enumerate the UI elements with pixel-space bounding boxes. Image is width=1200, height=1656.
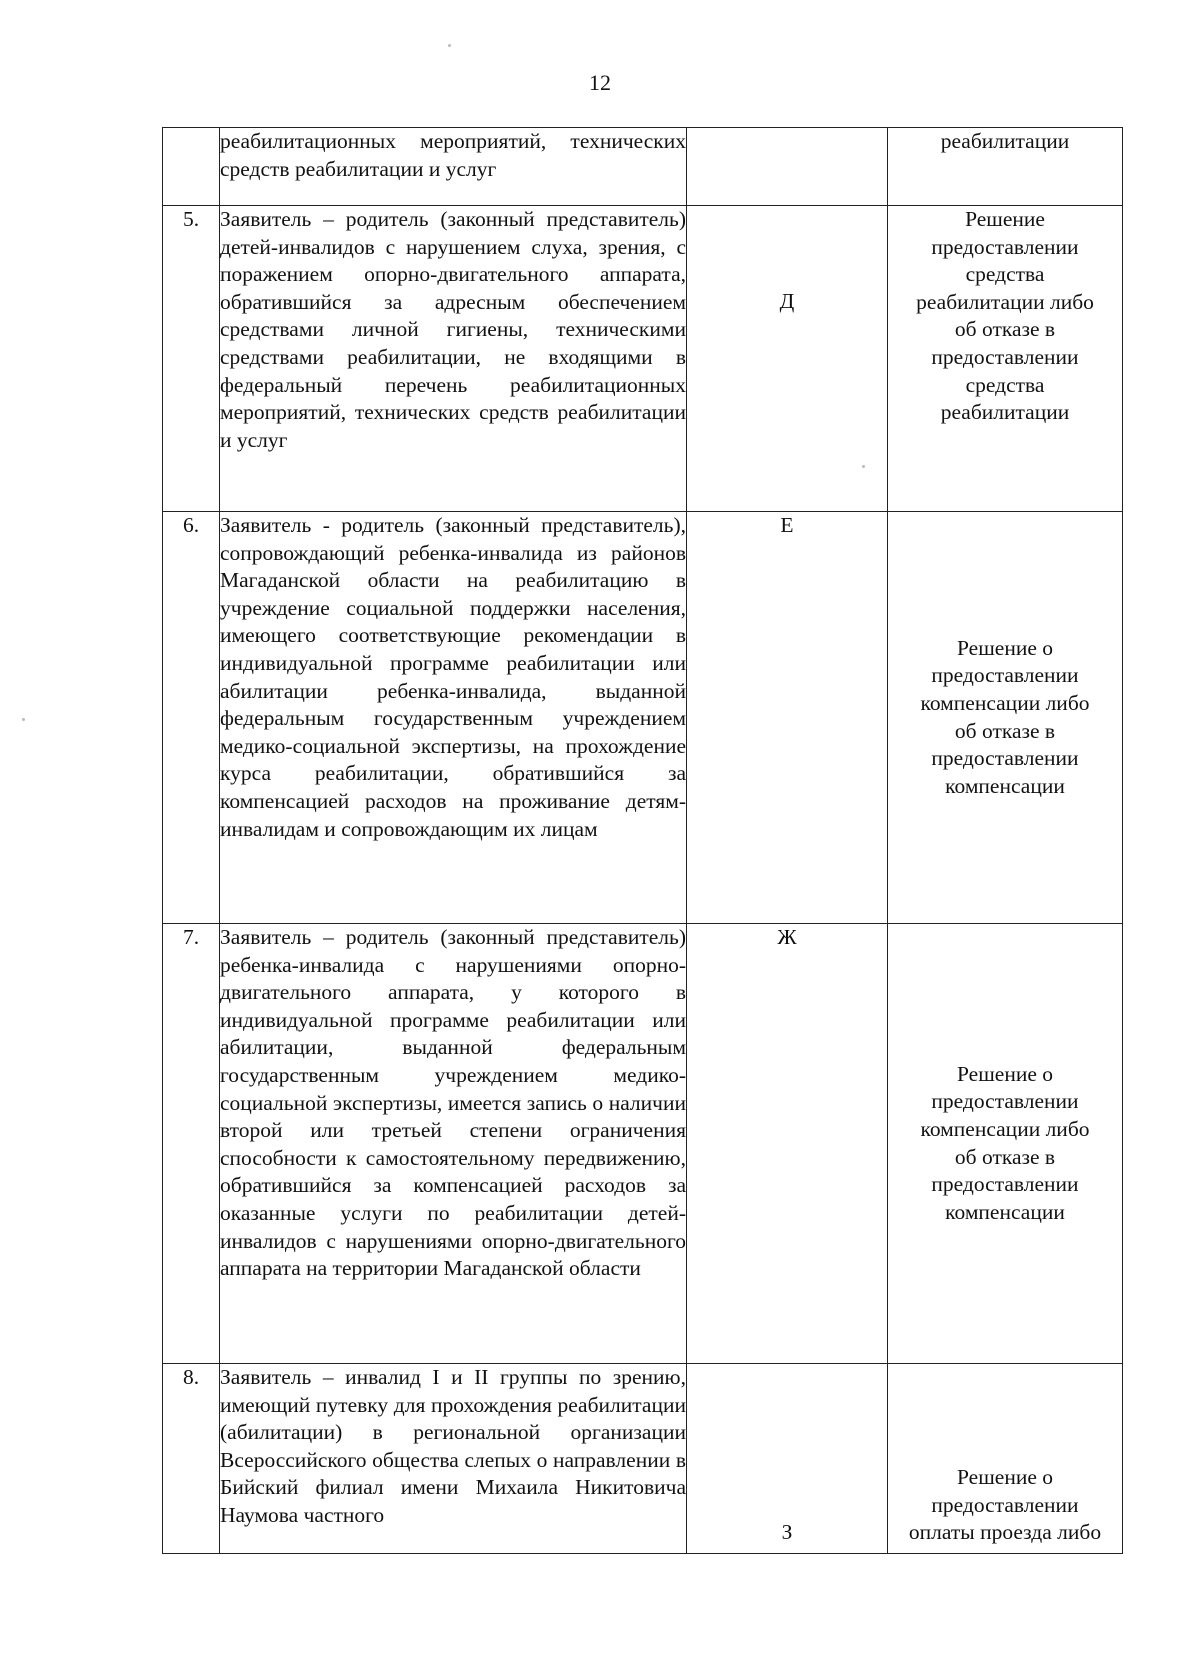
row-code: Ж	[687, 924, 888, 1364]
result-line: компенсации	[945, 1199, 1065, 1224]
result-line: компенсации	[945, 773, 1065, 798]
scan-speck	[448, 44, 451, 47]
result-line: предоставлении	[931, 234, 1079, 259]
result-line: предоставлении	[931, 1089, 1079, 1114]
row-result	[888, 512, 1123, 924]
row-result	[888, 128, 1123, 206]
row-result	[888, 1364, 1123, 1554]
result-line: об отказе в	[954, 718, 1056, 743]
result-line: предоставлении	[931, 746, 1079, 771]
result-line: предоставлении	[931, 1172, 1079, 1197]
result-line: оплаты проезда либо	[908, 1520, 1102, 1545]
row-result	[888, 206, 1123, 512]
table-row	[163, 128, 1123, 206]
result-line: средства	[965, 372, 1045, 397]
result-line: реабилитации либо	[916, 289, 1094, 314]
row-number	[163, 128, 220, 206]
row-description: реабилитационных мероприятий, технических средств реабилитации и услуг	[220, 128, 687, 206]
result-line: предоставлении	[931, 663, 1079, 688]
scan-speck	[22, 718, 25, 721]
result-line: Решение о	[957, 1061, 1053, 1086]
row-result	[888, 924, 1123, 1364]
result-line: реабилитации	[940, 400, 1070, 425]
row-number: 6.	[163, 512, 220, 924]
row-description: Заявитель – родитель (законный представитель) ребенка-инвалида с нарушениями опорно-двигательного аппарата, у которого в индивидуальной программе реабилитации или абилитации, выданной федеральным государственным учреждением медико-социальной экспертизы, имеется запись о наличии второй или третьей степени ограничения способности к самостоятельному передвижению, обратившийся за компенсацией расходов за оказанные услуги по реабилитации детей-инвалидов с нарушениями опорно-двигательного аппарата на территории Магаданской области	[220, 924, 687, 1364]
row-description: Заявитель - родитель (законный представитель), сопровождающий ребенка-инвалида из районов Магаданской области на реабилитацию в учреждение социальной поддержки населения, имеющего соответствующие рекомендации в индивидуальной программе реабилитации или абилитации ребенка-инвалида, выданной федеральным государственным учреждением медико-социальной экспертизы, на прохождение курса реабилитации, обратившийся за компенсацией расходов на проживание детям-инвалидам и сопровождающим их лицам	[220, 512, 687, 924]
result-line: Решение о	[957, 635, 1053, 660]
row-description: Заявитель – родитель (законный представитель) детей-инвалидов с нарушением слуха, зрения, с поражением опорно-двигательного аппарата, обратившийся за адресным обеспечением средствами личной гигиены, техническими средствами реабилитации, не входящими в федеральный перечень реабилитационных мероприятий, технических средств реабилитации и услуг	[220, 206, 687, 512]
result-line: компенсации либо	[920, 1116, 1090, 1141]
table-row	[163, 206, 1123, 512]
table-row	[163, 1364, 1123, 1554]
row-code	[687, 128, 888, 206]
row-description: Заявитель – инвалид I и II группы по зрению, имеющий путевку для прохождения реабилитации (абилитации) в региональной организации Всероссийского общества слепых о направлении в Бийский филиал имени Михаила Никитовича Наумова частного	[220, 1364, 687, 1554]
result-line: об отказе в	[954, 1144, 1056, 1169]
result-line: об отказе в	[954, 317, 1056, 342]
result-line: средства	[965, 262, 1045, 287]
result-line: Решение о	[957, 1465, 1053, 1490]
scan-speck	[862, 465, 865, 468]
page-number: 12	[589, 70, 611, 95]
table-row	[163, 924, 1123, 1364]
row-number: 8.	[163, 1364, 220, 1554]
services-table	[162, 127, 1123, 1554]
row-code: Е	[687, 512, 888, 924]
row-code: Д	[687, 206, 888, 512]
row-number: 5.	[163, 206, 220, 512]
result-line: реабилитации	[940, 129, 1070, 153]
result-line: компенсации либо	[920, 690, 1090, 715]
result-line: предоставлении	[931, 1492, 1079, 1517]
row-code: З	[687, 1364, 888, 1554]
result-line: предоставлении	[931, 344, 1079, 369]
result-line: Решение	[965, 207, 1045, 231]
table-row	[163, 512, 1123, 924]
row-number: 7.	[163, 924, 220, 1364]
